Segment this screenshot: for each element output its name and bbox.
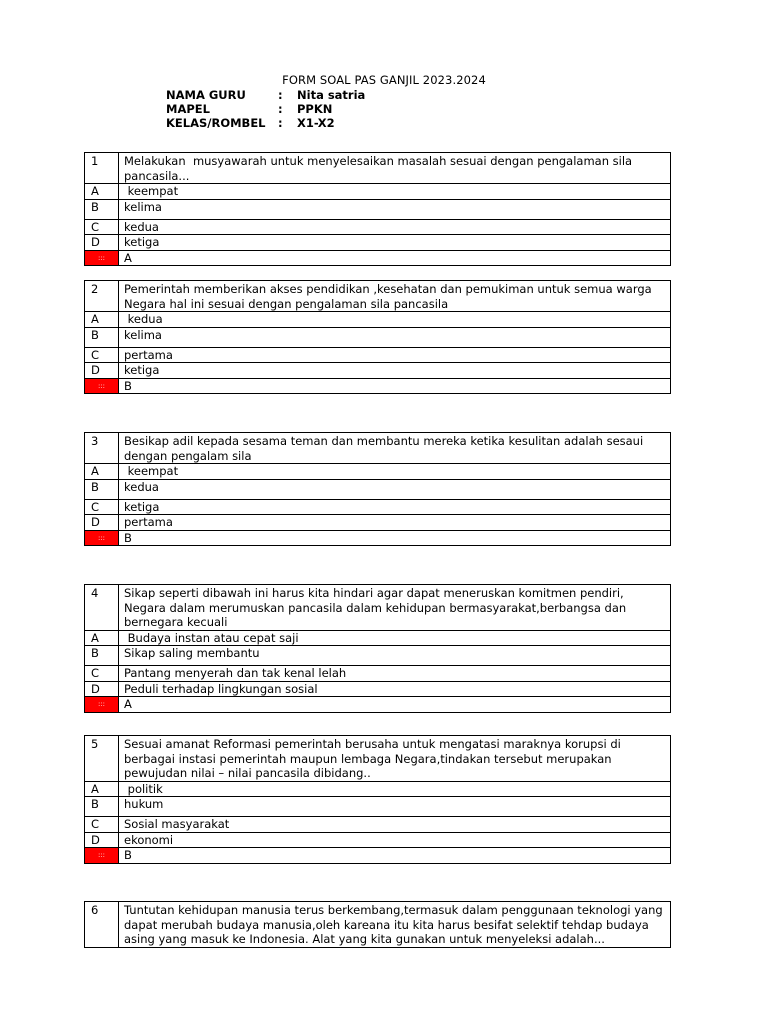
option-letter: B [85,797,119,817]
answer-key-marker: ::: [85,250,119,266]
option-letter: A [85,781,119,797]
question-number: 2 [85,281,119,312]
question-table-3 [84,432,671,546]
answer-value: B [119,530,671,546]
question-number: 6 [85,902,119,948]
option-row [85,464,671,480]
option-text: pertama [119,347,671,363]
option-text: ketiga [119,235,671,251]
option-row [85,499,671,515]
option-text: ekonomi [119,832,671,848]
answer-row [85,250,671,266]
option-letter: D [85,235,119,251]
option-text: Sosial masyarakat [119,817,671,833]
question-text: Pemerintah memberikan akses pendidikan ,kesehatan dan pemukiman untuk semua warga Negara hal ini sesuai dengan pengalaman sila pancasila [119,281,671,312]
option-text: ketiga [119,499,671,515]
answer-row [85,697,671,713]
option-row [85,327,671,347]
option-row [85,479,671,499]
option-text: Sikap saling membantu [119,646,671,666]
option-letter: A [85,630,119,646]
question-number: 3 [85,433,119,464]
option-text: pertama [119,515,671,531]
option-text: keempat [119,184,671,200]
meta-separator: : [278,102,283,116]
option-letter: B [85,199,119,219]
option-row [85,817,671,833]
option-row [85,781,671,797]
option-letter: C [85,219,119,235]
option-row [85,515,671,531]
question-text: Besikap adil kepada sesama teman dan membantu mereka ketika kesulitan adalah sesaui dengan pengalam sila [119,433,671,464]
answer-key-marker: ::: [85,378,119,394]
answer-row [85,530,671,546]
question-text: Sikap seperti dibawah ini harus kita hindari agar dapat meneruskan komitmen pendiri, Negara dalam merumuskan pancasila dalam kehidupan bermasyarakat,berbangsa dan bernegara kecuali [119,585,671,631]
option-text: hukum [119,797,671,817]
question-number: 4 [85,585,119,631]
option-row [85,312,671,328]
meta-value: X1-X2 [297,116,335,130]
question-table-1 [84,152,671,266]
question-row [85,153,671,184]
option-letter: C [85,817,119,833]
question-text: Melakukan musyawarah untuk menyelesaikan masalah sesuai dengan pengalaman sila pancasila... [119,153,671,184]
option-letter: D [85,515,119,531]
option-letter: A [85,184,119,200]
option-text: Pantang menyerah dan tak kenal lelah [119,666,671,682]
option-letter: C [85,347,119,363]
question-row [85,433,671,464]
meta-label: MAPEL [166,102,210,116]
option-row [85,832,671,848]
option-letter: B [85,479,119,499]
question-table-6 [84,901,671,948]
question-row [85,585,671,631]
option-row [85,184,671,200]
option-letter: A [85,464,119,480]
question-number: 1 [85,153,119,184]
answer-value: A [119,697,671,713]
option-row [85,797,671,817]
answer-key-marker: ::: [85,697,119,713]
answer-row [85,848,671,864]
option-letter: C [85,666,119,682]
option-row [85,630,671,646]
option-letter: C [85,499,119,515]
option-letter: D [85,681,119,697]
option-text: Budaya instan atau cepat saji [119,630,671,646]
answer-row [85,378,671,394]
option-text: kelima [119,199,671,219]
answer-key-marker: ::: [85,848,119,864]
question-text: Sesuai amanat Reformasi pemerintah berusaha untuk mengatasi maraknya korupsi di berbagai instasi pemerintah maupun lembaga Negara,tindakan tersebut merupakan pewujudan nilai – nilai pancasila dibidang.. [119,736,671,782]
question-row [85,902,671,948]
question-table-5 [84,735,671,864]
option-text: Peduli terhadap lingkungan sosial [119,681,671,697]
option-row [85,681,671,697]
option-letter: B [85,646,119,666]
question-table-4 [84,584,671,713]
meta-label: NAMA GURU [166,88,246,102]
option-text: kedua [119,312,671,328]
option-text: kedua [119,219,671,235]
meta-separator: : [278,88,283,102]
option-text: keempat [119,464,671,480]
question-number: 5 [85,736,119,782]
question-row [85,736,671,782]
answer-value: B [119,378,671,394]
option-letter: A [85,312,119,328]
meta-label: KELAS/ROMBEL [166,116,266,130]
option-row [85,347,671,363]
option-text: kelima [119,327,671,347]
document-title: FORM SOAL PAS GANJIL 2023.2024 [282,73,486,87]
option-row [85,199,671,219]
option-row [85,235,671,251]
meta-separator: : [278,116,283,130]
option-row [85,363,671,379]
question-text: Tuntutan kehidupan manusia terus berkembang,termasuk dalam penggunaan teknologi yang dapat merubah budaya manusia,oleh kareana itu kita harus besifat selektif tehdap budaya asing yang masuk ke Indonesia. Alat yang kita gunakan untuk menyeleksi adalah... [119,902,671,948]
option-row [85,666,671,682]
meta-value: Nita satria [297,88,366,102]
option-row [85,219,671,235]
option-text: ketiga [119,363,671,379]
answer-value: A [119,250,671,266]
option-row [85,646,671,666]
answer-key-marker: ::: [85,530,119,546]
option-text: politik [119,781,671,797]
question-row [85,281,671,312]
option-letter: D [85,363,119,379]
option-letter: B [85,327,119,347]
option-letter: D [85,832,119,848]
meta-value: PPKN [297,102,333,116]
question-table-2 [84,280,671,394]
answer-value: B [119,848,671,864]
option-text: kedua [119,479,671,499]
